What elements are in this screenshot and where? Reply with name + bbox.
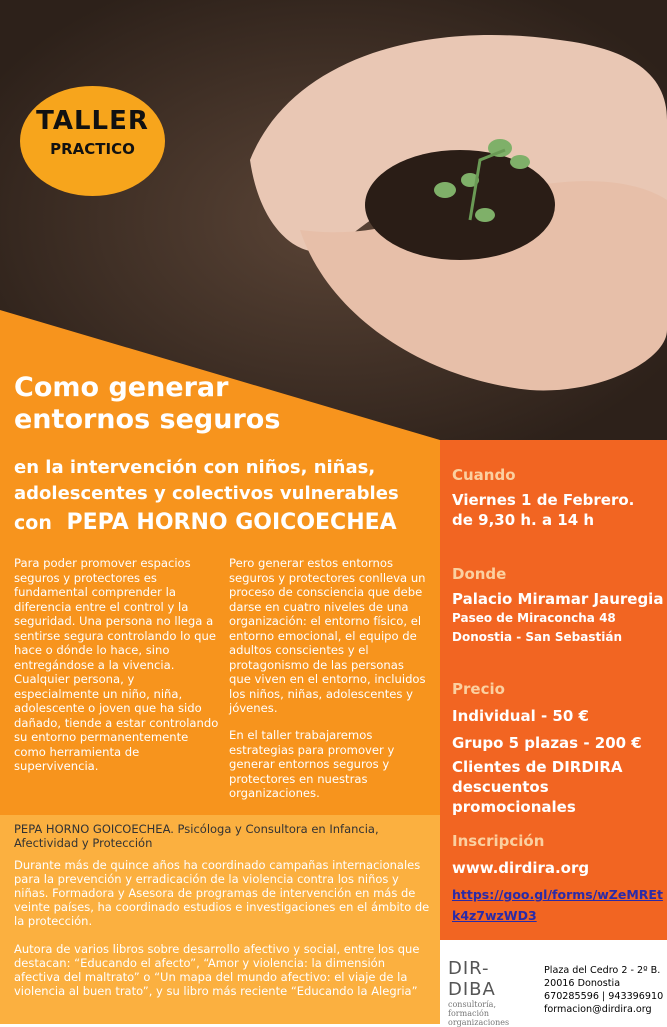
bio-heading: PEPA HORNO GOICOECHEA. Psicóloga y Consultora en Infancia, Afectividad y Protección (14, 822, 379, 850)
email-link[interactable]: formacion@dirdira.org (544, 1004, 652, 1015)
donde-label: Donde (452, 565, 507, 583)
body-column-2a: Pero generar estos entornos seguros y protectores conlleva un proceso de consciencia que debe darse en cuatro niveles de una organización: el entorno físico, el entorno emocional, el equipo de adultos conscientes y el protagonismo de las personas que viven en el entorno, incluidos los niños, niñas, adolescentes y jóvenes. (229, 556, 426, 715)
taller-badge (20, 86, 165, 196)
badge-line2: PRACTICO (50, 140, 135, 158)
subtitle: en la intervención con niños, niñas, adolescentes y colectivos vulnerables (14, 457, 399, 504)
dirdira-logo: DIR- DIBA consultoría, formación organizaciones (448, 958, 510, 1027)
main-title: Como generar entornos seguros (14, 372, 281, 435)
bio-paragraph-1: Durante más de quince años ha coordinado campañas internacionales para la prevención y erradicación de la violencia contra los niños y niñas. Formadora y Asesora de programas de intervención en más de veinte países, ha coordinado estudios e investigaciones en el ámbito de la protección. (14, 858, 430, 928)
body-column-2b: En el taller trabajaremos estrategias para promover y generar entornos seguros y protectores en nuestras organizaciones. (229, 728, 395, 800)
speaker-line: con PEPA HORNO GOICOECHEA (14, 510, 397, 535)
bio-paragraph-2: Autora de varios libros sobre desarrollo afectivo y social, entre los que destacan: “Educando el afecto”, “Amor y violencia: la dimensión afectiva del maltrato” o “Un mapa del mundo afectivo: el viaje de la violencia al buen trato”, y su libro más reciente “Educando la Alegria” (14, 942, 420, 998)
website-link[interactable]: www.dirdira.org (452, 859, 590, 877)
precio-section: Precio Individual - 50 € Grupo 5 plazas - 200 € Clientes de DIRDIRA descuentos promocionales (452, 680, 667, 817)
cuando-label: Cuando (452, 466, 516, 484)
contact-info: Plaza del Cedro 2 - 2º B. 20016 Donostia 670285596 | 943396910 formacion@dirdira.org (544, 964, 666, 1016)
speaker-name: PEPA HORNO GOICOECHEA (66, 510, 397, 535)
cuando-section: Cuando Viernes 1 de Febrero. de 9,30 h. a 14 h (452, 466, 662, 530)
body-column-1: Para poder promover espacios seguros y protectores es fundamental comprender la diferencia entre el control y la seguridad. Una persona no llega a sentirse segura controlando lo que hace o dónde lo hace, sino entregándose a la vivencia. Cualquier persona, y especialmente un niño, niña, adolescente o joven que ha sido dañado, tiende a estar controlando su entorno permanentemente como herramienta de supervivencia. (14, 556, 219, 773)
precio-label: Precio (452, 680, 505, 698)
badge-line1: TALLER (36, 106, 149, 136)
inscripcion-section (452, 832, 667, 926)
donde-section: Donde Palacio Miramar Jauregia Paseo de Miraconcha 48 Donostia - San Sebastián (452, 565, 667, 647)
form-link[interactable]: https://goo.gl/forms/wZeMREt k4z7wzWD3 (452, 887, 663, 923)
inscripcion-label: Inscripción (452, 832, 545, 850)
